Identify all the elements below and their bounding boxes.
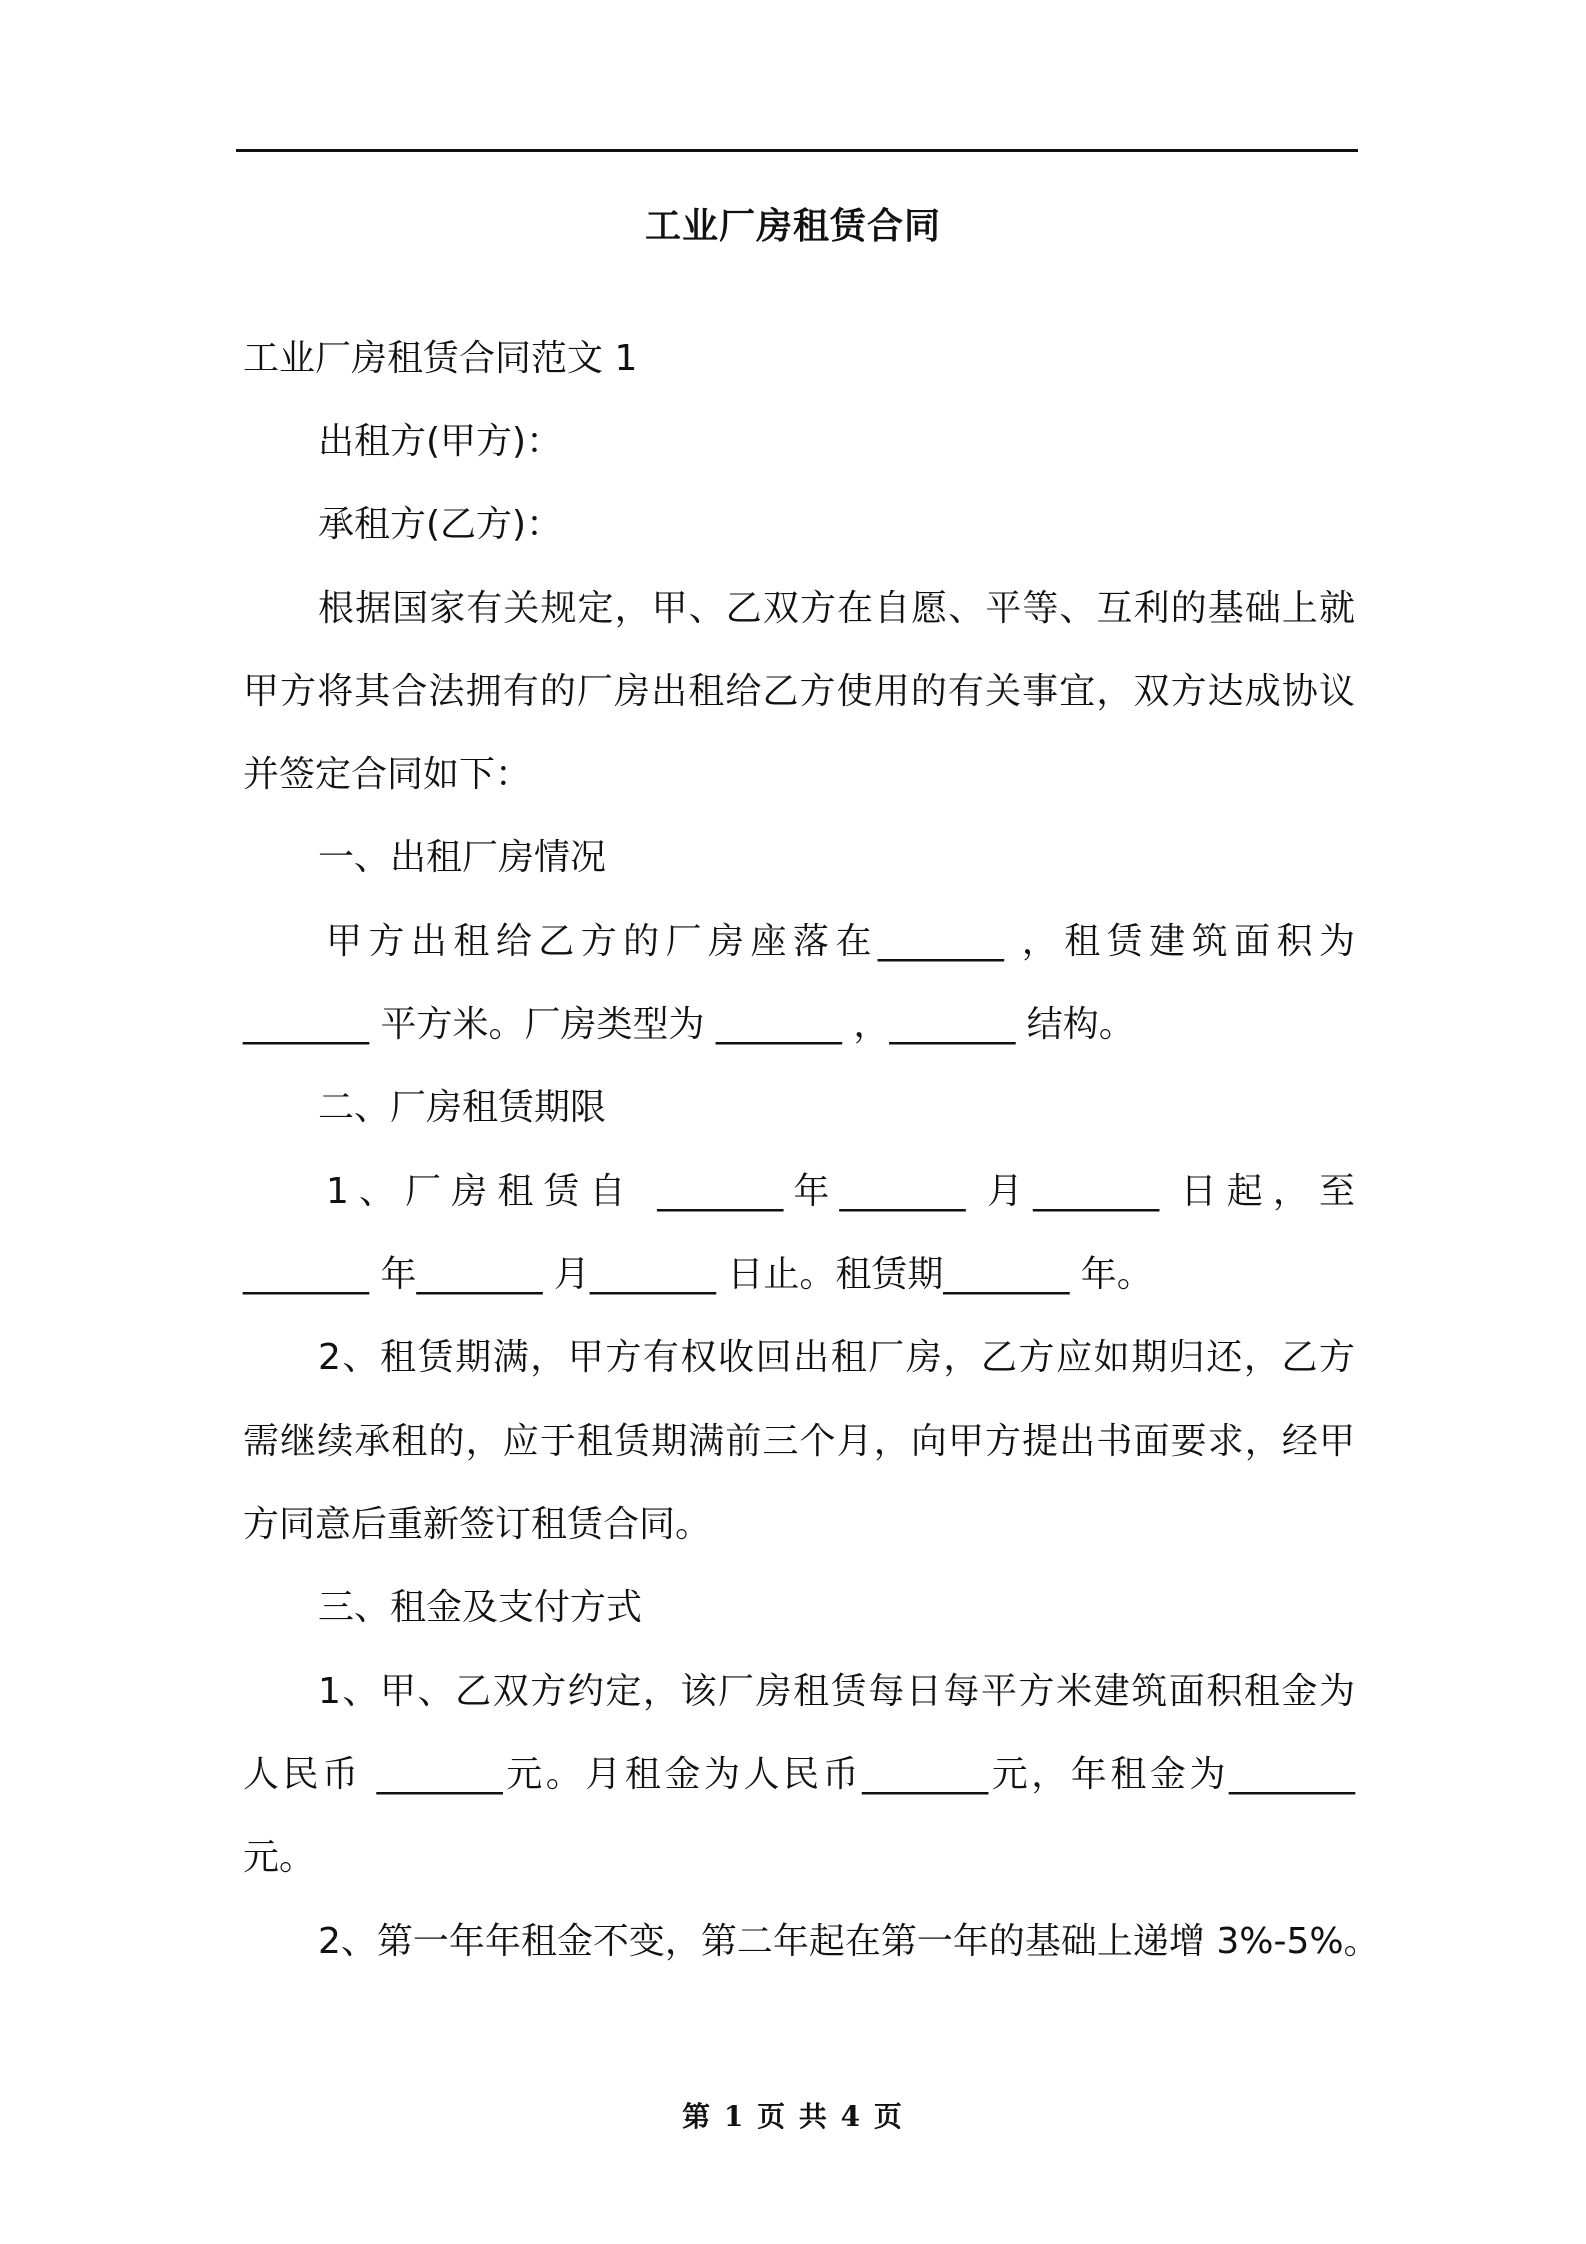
paragraph-line: _______ 年_______ 月_______ 日止。租赁期_______ 年。 bbox=[243, 1254, 1153, 1295]
paragraph-line: 人民币 _______元。月租金为人民币_______元，年租金为_______ bbox=[243, 1754, 1355, 1795]
header-rule bbox=[236, 149, 1358, 152]
paragraph-line: 根据国家有关规定，甲、乙双方在自愿、平等、互利的基础上就 bbox=[318, 588, 1355, 629]
paragraph-line: 1、甲、乙双方约定，该厂房租赁每日每平方米建筑面积租金为 bbox=[318, 1671, 1355, 1712]
section-heading: 工业厂房租赁合同范文 1 bbox=[243, 338, 638, 379]
clause-heading: 三、租金及支付方式 bbox=[318, 1587, 643, 1628]
paragraph-line: 甲方将其合法拥有的厂房出租给乙方使用的有关事宜，双方达成协议 bbox=[243, 671, 1355, 712]
paragraph-line: 需继续承租的，应于租赁期满前三个月，向甲方提出书面要求，经甲 bbox=[243, 1421, 1355, 1462]
paragraph-line: 元。 bbox=[243, 1837, 316, 1878]
document-title: 工业厂房租赁合同 bbox=[644, 206, 941, 247]
paragraph-line: 2、租赁期满，甲方有权收回出租厂房，乙方应如期归还，乙方 bbox=[318, 1337, 1355, 1378]
paragraph-line: 并签定合同如下： bbox=[243, 754, 532, 795]
clause-heading: 二、厂房租赁期限 bbox=[318, 1087, 607, 1128]
clause-heading: 一、出租厂房情况 bbox=[318, 837, 607, 878]
page-number: 第 1 页 共 4 页 bbox=[682, 2100, 904, 2133]
paragraph-line: 1、厂房租赁自 _______年_______ 月_______ 日起，至 bbox=[326, 1171, 1355, 1212]
lessor-label: 出租方(甲方)： bbox=[318, 421, 563, 462]
paragraph-line: 甲方出租给乙方的厂房座落在_______ ，租赁建筑面积为 bbox=[326, 921, 1355, 962]
paragraph-line: 方同意后重新签订租赁合同。 bbox=[243, 1504, 712, 1545]
paragraph-line: 2、第一年年租金不变，第二年起在第一年的基础上递增 3%-5%。 bbox=[318, 1921, 1380, 1962]
lessee-label: 承租方(乙方)： bbox=[318, 504, 563, 545]
paragraph-line: _______ 平方米。厂房类型为 _______ ，_______ 结构。 bbox=[243, 1004, 1135, 1045]
